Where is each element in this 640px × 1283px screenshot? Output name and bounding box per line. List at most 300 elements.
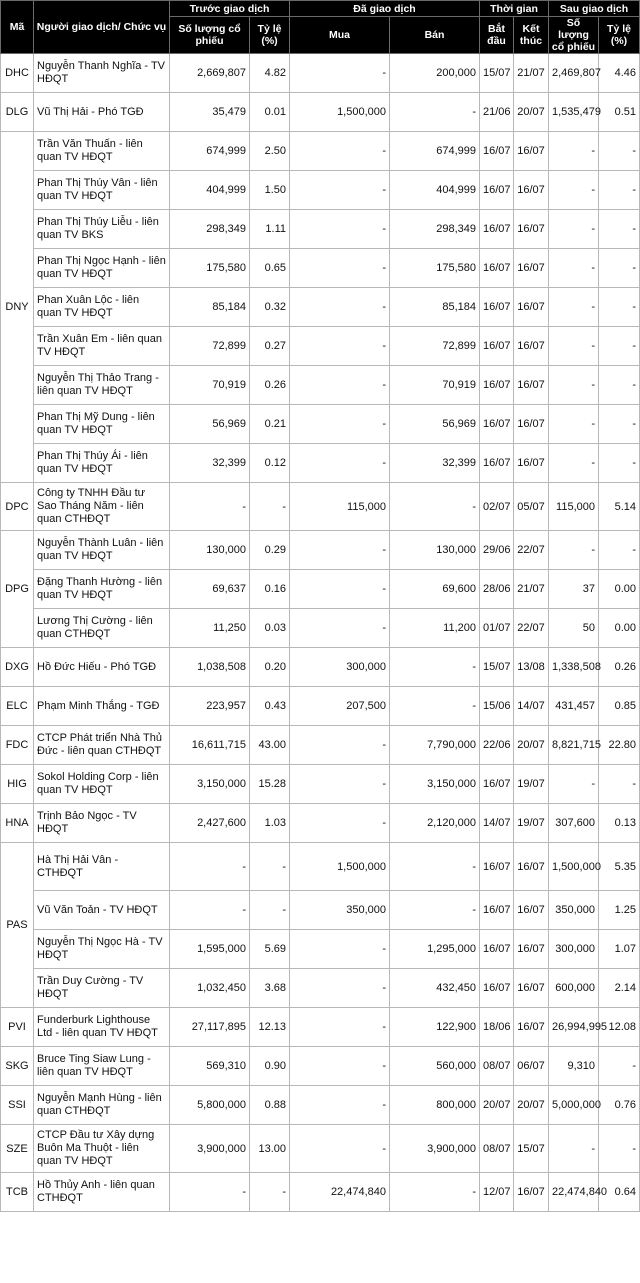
after-qty-cell: 300,000 bbox=[549, 930, 599, 969]
stock-code-cell: PVI bbox=[1, 1008, 34, 1047]
before-pct-cell: 0.20 bbox=[250, 648, 290, 687]
before-qty-cell: 85,184 bbox=[170, 288, 250, 327]
person-cell: Phan Thị Mỹ Dung - liên quan TV HĐQT bbox=[34, 405, 170, 444]
stock-code-cell: TCB bbox=[1, 1173, 34, 1212]
end-cell: 16/07 bbox=[514, 171, 549, 210]
start-cell: 16/07 bbox=[480, 366, 514, 405]
start-cell: 29/06 bbox=[480, 531, 514, 570]
table-row bbox=[1, 1086, 640, 1125]
before-pct-cell: - bbox=[250, 843, 290, 891]
sell-cell: 70,919 bbox=[390, 366, 480, 405]
person-cell: Phan Xuân Lộc - liên quan TV HĐQT bbox=[34, 288, 170, 327]
end-cell: 16/07 bbox=[514, 288, 549, 327]
end-cell: 13/08 bbox=[514, 648, 549, 687]
before-pct-cell: 1.03 bbox=[250, 804, 290, 843]
stock-code-cell: SZE bbox=[1, 1125, 34, 1173]
table-row bbox=[1, 804, 640, 843]
end-cell: 21/07 bbox=[514, 570, 549, 609]
buy-cell: 22,474,840 bbox=[290, 1173, 390, 1212]
start-cell: 16/07 bbox=[480, 132, 514, 171]
table-body bbox=[1, 54, 640, 1212]
end-cell: 16/07 bbox=[514, 405, 549, 444]
table-row bbox=[1, 648, 640, 687]
start-cell: 20/07 bbox=[480, 1086, 514, 1125]
before-qty-cell: 70,919 bbox=[170, 366, 250, 405]
header-code: Mã bbox=[1, 1, 34, 54]
buy-cell: 207,500 bbox=[290, 687, 390, 726]
table-row bbox=[1, 132, 640, 171]
sell-cell: 200,000 bbox=[390, 54, 480, 93]
header-after-pct: Tỷ lệ (%) bbox=[599, 17, 640, 54]
person-cell: Hồ Thủy Anh - liên quan CTHĐQT bbox=[34, 1173, 170, 1212]
buy-cell: - bbox=[290, 531, 390, 570]
sell-cell: - bbox=[390, 891, 480, 930]
person-cell: CTCP Phát triển Nhà Thủ Đức - liên quan CTHĐQT bbox=[34, 726, 170, 765]
header-traded: Đã giao dịch bbox=[290, 1, 480, 17]
header-before-pct: Tỷ lệ (%) bbox=[250, 17, 290, 54]
after-qty-cell: 5,000,000 bbox=[549, 1086, 599, 1125]
end-cell: 20/07 bbox=[514, 93, 549, 132]
before-qty-cell: 11,250 bbox=[170, 609, 250, 648]
before-pct-cell: 0.16 bbox=[250, 570, 290, 609]
sell-cell: 1,295,000 bbox=[390, 930, 480, 969]
sell-cell: - bbox=[390, 843, 480, 891]
stock-code-cell: DPC bbox=[1, 483, 34, 531]
table-row bbox=[1, 249, 640, 288]
after-qty-cell: - bbox=[549, 132, 599, 171]
after-pct-cell: 0.85 bbox=[599, 687, 640, 726]
start-cell: 15/06 bbox=[480, 687, 514, 726]
after-qty-cell: - bbox=[549, 405, 599, 444]
table-row bbox=[1, 483, 640, 531]
after-pct-cell: - bbox=[599, 405, 640, 444]
after-qty-cell: 307,600 bbox=[549, 804, 599, 843]
table-row bbox=[1, 726, 640, 765]
after-pct-cell: 1.25 bbox=[599, 891, 640, 930]
after-pct-cell: 5.14 bbox=[599, 483, 640, 531]
stock-code-cell: DPG bbox=[1, 531, 34, 648]
stock-code-cell: SKG bbox=[1, 1047, 34, 1086]
before-pct-cell: - bbox=[250, 483, 290, 531]
after-qty-cell: 1,500,000 bbox=[549, 843, 599, 891]
table-row bbox=[1, 969, 640, 1008]
before-qty-cell: - bbox=[170, 843, 250, 891]
end-cell: 16/07 bbox=[514, 891, 549, 930]
table-row bbox=[1, 609, 640, 648]
end-cell: 20/07 bbox=[514, 726, 549, 765]
before-pct-cell: 0.01 bbox=[250, 93, 290, 132]
before-pct-cell: 0.90 bbox=[250, 1047, 290, 1086]
start-cell: 16/07 bbox=[480, 930, 514, 969]
table-row bbox=[1, 93, 640, 132]
start-cell: 16/07 bbox=[480, 171, 514, 210]
person-cell: Nguyễn Thanh Nghĩa - TV HĐQT bbox=[34, 54, 170, 93]
buy-cell: - bbox=[290, 249, 390, 288]
after-qty-cell: 9,310 bbox=[549, 1047, 599, 1086]
after-qty-cell: 431,457 bbox=[549, 687, 599, 726]
person-cell: Trần Duy Cường - TV HĐQT bbox=[34, 969, 170, 1008]
person-cell: Nguyễn Thị Ngọc Hà - TV HĐQT bbox=[34, 930, 170, 969]
stock-code-cell: DHC bbox=[1, 54, 34, 93]
end-cell: 16/07 bbox=[514, 249, 549, 288]
end-cell: 16/07 bbox=[514, 366, 549, 405]
end-cell: 16/07 bbox=[514, 444, 549, 483]
after-pct-cell: - bbox=[599, 531, 640, 570]
after-pct-cell: - bbox=[599, 210, 640, 249]
buy-cell: - bbox=[290, 804, 390, 843]
buy-cell: - bbox=[290, 1125, 390, 1173]
stock-code-cell: HIG bbox=[1, 765, 34, 804]
sell-cell: - bbox=[390, 483, 480, 531]
person-cell: Nguyễn Mạnh Hùng - liên quan CTHĐQT bbox=[34, 1086, 170, 1125]
table-row bbox=[1, 891, 640, 930]
before-pct-cell: 4.82 bbox=[250, 54, 290, 93]
before-qty-cell: 1,038,508 bbox=[170, 648, 250, 687]
before-pct-cell: 0.32 bbox=[250, 288, 290, 327]
after-pct-cell: - bbox=[599, 1125, 640, 1173]
after-qty-cell: 115,000 bbox=[549, 483, 599, 531]
after-pct-cell: 12.08 bbox=[599, 1008, 640, 1047]
after-pct-cell: - bbox=[599, 366, 640, 405]
before-qty-cell: 175,580 bbox=[170, 249, 250, 288]
buy-cell: - bbox=[290, 969, 390, 1008]
buy-cell: 1,500,000 bbox=[290, 843, 390, 891]
start-cell: 16/07 bbox=[480, 327, 514, 366]
before-pct-cell: 1.50 bbox=[250, 171, 290, 210]
after-pct-cell: - bbox=[599, 327, 640, 366]
after-qty-cell: 350,000 bbox=[549, 891, 599, 930]
end-cell: 16/07 bbox=[514, 930, 549, 969]
table-row bbox=[1, 288, 640, 327]
start-cell: 16/07 bbox=[480, 765, 514, 804]
start-cell: 08/07 bbox=[480, 1047, 514, 1086]
table-row bbox=[1, 930, 640, 969]
start-cell: 21/06 bbox=[480, 93, 514, 132]
header-before: Trước giao dịch bbox=[170, 1, 290, 17]
before-pct-cell: 0.03 bbox=[250, 609, 290, 648]
stock-code-cell: FDC bbox=[1, 726, 34, 765]
sell-cell: 2,120,000 bbox=[390, 804, 480, 843]
before-qty-cell: 69,637 bbox=[170, 570, 250, 609]
end-cell: 15/07 bbox=[514, 1125, 549, 1173]
before-pct-cell: 0.65 bbox=[250, 249, 290, 288]
stock-code-cell: SSI bbox=[1, 1086, 34, 1125]
end-cell: 16/07 bbox=[514, 132, 549, 171]
person-cell: Phan Thị Thúy Ái - liên quan TV HĐQT bbox=[34, 444, 170, 483]
table-row bbox=[1, 570, 640, 609]
before-pct-cell: 13.00 bbox=[250, 1125, 290, 1173]
sell-cell: 11,200 bbox=[390, 609, 480, 648]
start-cell: 01/07 bbox=[480, 609, 514, 648]
sell-cell: - bbox=[390, 93, 480, 132]
person-cell: Nguyễn Thị Thảo Trang - liên quan TV HĐQT bbox=[34, 366, 170, 405]
after-qty-cell: 50 bbox=[549, 609, 599, 648]
before-pct-cell: 3.68 bbox=[250, 969, 290, 1008]
before-qty-cell: 72,899 bbox=[170, 327, 250, 366]
after-pct-cell: 0.00 bbox=[599, 609, 640, 648]
table-row bbox=[1, 1047, 640, 1086]
header-after: Sau giao dịch bbox=[549, 1, 640, 17]
before-qty-cell: 674,999 bbox=[170, 132, 250, 171]
before-qty-cell: 27,117,895 bbox=[170, 1008, 250, 1047]
person-cell: Hồ Đức Hiếu - Phó TGĐ bbox=[34, 648, 170, 687]
start-cell: 14/07 bbox=[480, 804, 514, 843]
sell-cell: 674,999 bbox=[390, 132, 480, 171]
before-pct-cell: 0.88 bbox=[250, 1086, 290, 1125]
after-pct-cell: - bbox=[599, 132, 640, 171]
after-pct-cell: 22.80 bbox=[599, 726, 640, 765]
header-before-qty: Số lượng cổ phiếu bbox=[170, 17, 250, 54]
person-cell: Phạm Minh Thắng - TGĐ bbox=[34, 687, 170, 726]
sell-cell: 130,000 bbox=[390, 531, 480, 570]
start-cell: 08/07 bbox=[480, 1125, 514, 1173]
before-qty-cell: 35,479 bbox=[170, 93, 250, 132]
person-cell: Nguyễn Thành Luân - liên quan TV HĐQT bbox=[34, 531, 170, 570]
after-qty-cell: - bbox=[549, 366, 599, 405]
sell-cell: 404,999 bbox=[390, 171, 480, 210]
buy-cell: 115,000 bbox=[290, 483, 390, 531]
after-pct-cell: 4.46 bbox=[599, 54, 640, 93]
sell-cell: 32,399 bbox=[390, 444, 480, 483]
table-header bbox=[1, 1, 640, 54]
table-row bbox=[1, 687, 640, 726]
sell-cell: 560,000 bbox=[390, 1047, 480, 1086]
buy-cell: - bbox=[290, 765, 390, 804]
person-cell: Vũ Văn Toản - TV HĐQT bbox=[34, 891, 170, 930]
after-qty-cell: 26,994,995 bbox=[549, 1008, 599, 1047]
after-pct-cell: 0.76 bbox=[599, 1086, 640, 1125]
before-qty-cell: 3,150,000 bbox=[170, 765, 250, 804]
person-cell: Hà Thị Hải Vân - CTHĐQT bbox=[34, 843, 170, 891]
after-qty-cell: - bbox=[549, 531, 599, 570]
after-pct-cell: - bbox=[599, 1047, 640, 1086]
person-cell: Funderburk Lighthouse Ltd - liên quan TV HĐQT bbox=[34, 1008, 170, 1047]
sell-cell: 7,790,000 bbox=[390, 726, 480, 765]
sell-cell: 800,000 bbox=[390, 1086, 480, 1125]
buy-cell: - bbox=[290, 1047, 390, 1086]
before-qty-cell: - bbox=[170, 483, 250, 531]
before-qty-cell: 1,595,000 bbox=[170, 930, 250, 969]
buy-cell: - bbox=[290, 405, 390, 444]
buy-cell: - bbox=[290, 444, 390, 483]
after-pct-cell: 0.51 bbox=[599, 93, 640, 132]
after-qty-cell: 37 bbox=[549, 570, 599, 609]
start-cell: 16/07 bbox=[480, 444, 514, 483]
stock-code-cell: DNY bbox=[1, 132, 34, 483]
sell-cell: - bbox=[390, 687, 480, 726]
after-qty-cell: - bbox=[549, 1125, 599, 1173]
start-cell: 18/06 bbox=[480, 1008, 514, 1047]
after-qty-cell: 8,821,715 bbox=[549, 726, 599, 765]
buy-cell: - bbox=[290, 1008, 390, 1047]
buy-cell: 300,000 bbox=[290, 648, 390, 687]
after-qty-cell: 2,469,807 bbox=[549, 54, 599, 93]
after-pct-cell: 5.35 bbox=[599, 843, 640, 891]
before-pct-cell: - bbox=[250, 1173, 290, 1212]
sell-cell: - bbox=[390, 1173, 480, 1212]
end-cell: 19/07 bbox=[514, 765, 549, 804]
after-pct-cell: 0.26 bbox=[599, 648, 640, 687]
before-pct-cell: 0.21 bbox=[250, 405, 290, 444]
table-row bbox=[1, 366, 640, 405]
before-qty-cell: - bbox=[170, 1173, 250, 1212]
before-qty-cell: 130,000 bbox=[170, 531, 250, 570]
person-cell: Phan Thị Thúy Liễu - liên quan TV BKS bbox=[34, 210, 170, 249]
person-cell: Đặng Thanh Hường - liên quan TV HĐQT bbox=[34, 570, 170, 609]
stock-code-cell: HNA bbox=[1, 804, 34, 843]
start-cell: 02/07 bbox=[480, 483, 514, 531]
table-row bbox=[1, 1173, 640, 1212]
buy-cell: - bbox=[290, 570, 390, 609]
person-cell: Trần Xuân Em - liên quan TV HĐQT bbox=[34, 327, 170, 366]
header-sell: Bán bbox=[390, 17, 480, 54]
end-cell: 16/07 bbox=[514, 210, 549, 249]
before-qty-cell: 2,427,600 bbox=[170, 804, 250, 843]
sell-cell: - bbox=[390, 648, 480, 687]
table-row bbox=[1, 210, 640, 249]
before-qty-cell: 3,900,000 bbox=[170, 1125, 250, 1173]
table-row bbox=[1, 843, 640, 891]
start-cell: 12/07 bbox=[480, 1173, 514, 1212]
end-cell: 22/07 bbox=[514, 531, 549, 570]
header-after-qty: Số lượng cổ phiếu bbox=[549, 17, 599, 54]
start-cell: 16/07 bbox=[480, 288, 514, 327]
end-cell: 05/07 bbox=[514, 483, 549, 531]
person-cell: Bruce Ting Siaw Lung - liên quan TV HĐQT bbox=[34, 1047, 170, 1086]
table-row bbox=[1, 444, 640, 483]
start-cell: 16/07 bbox=[480, 891, 514, 930]
sell-cell: 432,450 bbox=[390, 969, 480, 1008]
end-cell: 16/07 bbox=[514, 843, 549, 891]
end-cell: 19/07 bbox=[514, 804, 549, 843]
after-pct-cell: 2.14 bbox=[599, 969, 640, 1008]
end-cell: 21/07 bbox=[514, 54, 549, 93]
after-pct-cell: 1.07 bbox=[599, 930, 640, 969]
buy-cell: - bbox=[290, 609, 390, 648]
buy-cell: - bbox=[290, 1086, 390, 1125]
start-cell: 16/07 bbox=[480, 210, 514, 249]
person-cell: Phan Thị Thúy Vân - liên quan TV HĐQT bbox=[34, 171, 170, 210]
before-qty-cell: 5,800,000 bbox=[170, 1086, 250, 1125]
buy-cell: - bbox=[290, 171, 390, 210]
before-pct-cell: 0.27 bbox=[250, 327, 290, 366]
after-pct-cell: - bbox=[599, 444, 640, 483]
table-row bbox=[1, 171, 640, 210]
start-cell: 22/06 bbox=[480, 726, 514, 765]
before-qty-cell: 16,611,715 bbox=[170, 726, 250, 765]
person-cell: Sokol Holding Corp - liên quan TV HĐQT bbox=[34, 765, 170, 804]
after-qty-cell: 600,000 bbox=[549, 969, 599, 1008]
after-pct-cell: - bbox=[599, 249, 640, 288]
start-cell: 16/07 bbox=[480, 969, 514, 1008]
end-cell: 16/07 bbox=[514, 1173, 549, 1212]
before-qty-cell: - bbox=[170, 891, 250, 930]
start-cell: 16/07 bbox=[480, 843, 514, 891]
start-cell: 16/07 bbox=[480, 249, 514, 288]
after-qty-cell: - bbox=[549, 288, 599, 327]
before-qty-cell: 223,957 bbox=[170, 687, 250, 726]
buy-cell: - bbox=[290, 132, 390, 171]
before-qty-cell: 404,999 bbox=[170, 171, 250, 210]
person-cell: Trần Văn Thuấn - liên quan TV HĐQT bbox=[34, 132, 170, 171]
header-start: Bắt đầu bbox=[480, 17, 514, 54]
after-qty-cell: 22,474,840 bbox=[549, 1173, 599, 1212]
stock-code-cell: DLG bbox=[1, 93, 34, 132]
buy-cell: - bbox=[290, 288, 390, 327]
table-row bbox=[1, 765, 640, 804]
person-cell: CTCP Đầu tư Xây dựng Buôn Ma Thuột - liên quan TV HĐQT bbox=[34, 1125, 170, 1173]
person-cell: Trịnh Bảo Ngọc - TV HĐQT bbox=[34, 804, 170, 843]
table-row bbox=[1, 1125, 640, 1173]
buy-cell: - bbox=[290, 930, 390, 969]
table-row bbox=[1, 405, 640, 444]
before-pct-cell: 0.12 bbox=[250, 444, 290, 483]
buy-cell: - bbox=[290, 54, 390, 93]
start-cell: 16/07 bbox=[480, 405, 514, 444]
end-cell: 06/07 bbox=[514, 1047, 549, 1086]
before-qty-cell: 569,310 bbox=[170, 1047, 250, 1086]
before-qty-cell: 56,969 bbox=[170, 405, 250, 444]
before-pct-cell: 12.13 bbox=[250, 1008, 290, 1047]
after-pct-cell: 0.64 bbox=[599, 1173, 640, 1212]
end-cell: 16/07 bbox=[514, 1008, 549, 1047]
header-end: Kết thúc bbox=[514, 17, 549, 54]
before-pct-cell: 2.50 bbox=[250, 132, 290, 171]
before-qty-cell: 1,032,450 bbox=[170, 969, 250, 1008]
person-cell: Vũ Thị Hải - Phó TGĐ bbox=[34, 93, 170, 132]
start-cell: 15/07 bbox=[480, 54, 514, 93]
before-pct-cell: - bbox=[250, 891, 290, 930]
before-qty-cell: 298,349 bbox=[170, 210, 250, 249]
buy-cell: - bbox=[290, 726, 390, 765]
end-cell: 20/07 bbox=[514, 1086, 549, 1125]
after-qty-cell: 1,535,479 bbox=[549, 93, 599, 132]
start-cell: 28/06 bbox=[480, 570, 514, 609]
after-qty-cell: - bbox=[549, 171, 599, 210]
person-cell: Phan Thị Ngọc Hạnh - liên quan TV HĐQT bbox=[34, 249, 170, 288]
sell-cell: 175,580 bbox=[390, 249, 480, 288]
table-row bbox=[1, 327, 640, 366]
start-cell: 15/07 bbox=[480, 648, 514, 687]
sell-cell: 85,184 bbox=[390, 288, 480, 327]
stock-code-cell: PAS bbox=[1, 843, 34, 1008]
before-pct-cell: 15.28 bbox=[250, 765, 290, 804]
after-pct-cell: 0.13 bbox=[599, 804, 640, 843]
before-pct-cell: 0.29 bbox=[250, 531, 290, 570]
stock-code-cell: DXG bbox=[1, 648, 34, 687]
sell-cell: 298,349 bbox=[390, 210, 480, 249]
after-pct-cell: - bbox=[599, 171, 640, 210]
after-pct-cell: - bbox=[599, 288, 640, 327]
before-pct-cell: 43.00 bbox=[250, 726, 290, 765]
end-cell: 22/07 bbox=[514, 609, 549, 648]
sell-cell: 69,600 bbox=[390, 570, 480, 609]
buy-cell: 1,500,000 bbox=[290, 93, 390, 132]
header-time: Thời gian bbox=[480, 1, 549, 17]
buy-cell: - bbox=[290, 210, 390, 249]
after-pct-cell: 0.00 bbox=[599, 570, 640, 609]
stock-code-cell: ELC bbox=[1, 687, 34, 726]
table-row bbox=[1, 54, 640, 93]
after-pct-cell: - bbox=[599, 765, 640, 804]
after-qty-cell: - bbox=[549, 210, 599, 249]
before-qty-cell: 32,399 bbox=[170, 444, 250, 483]
table-row bbox=[1, 1008, 640, 1047]
person-cell: Công ty TNHH Đầu tư Sao Tháng Năm - liên quan CTHĐQT bbox=[34, 483, 170, 531]
end-cell: 16/07 bbox=[514, 969, 549, 1008]
before-pct-cell: 0.26 bbox=[250, 366, 290, 405]
end-cell: 14/07 bbox=[514, 687, 549, 726]
